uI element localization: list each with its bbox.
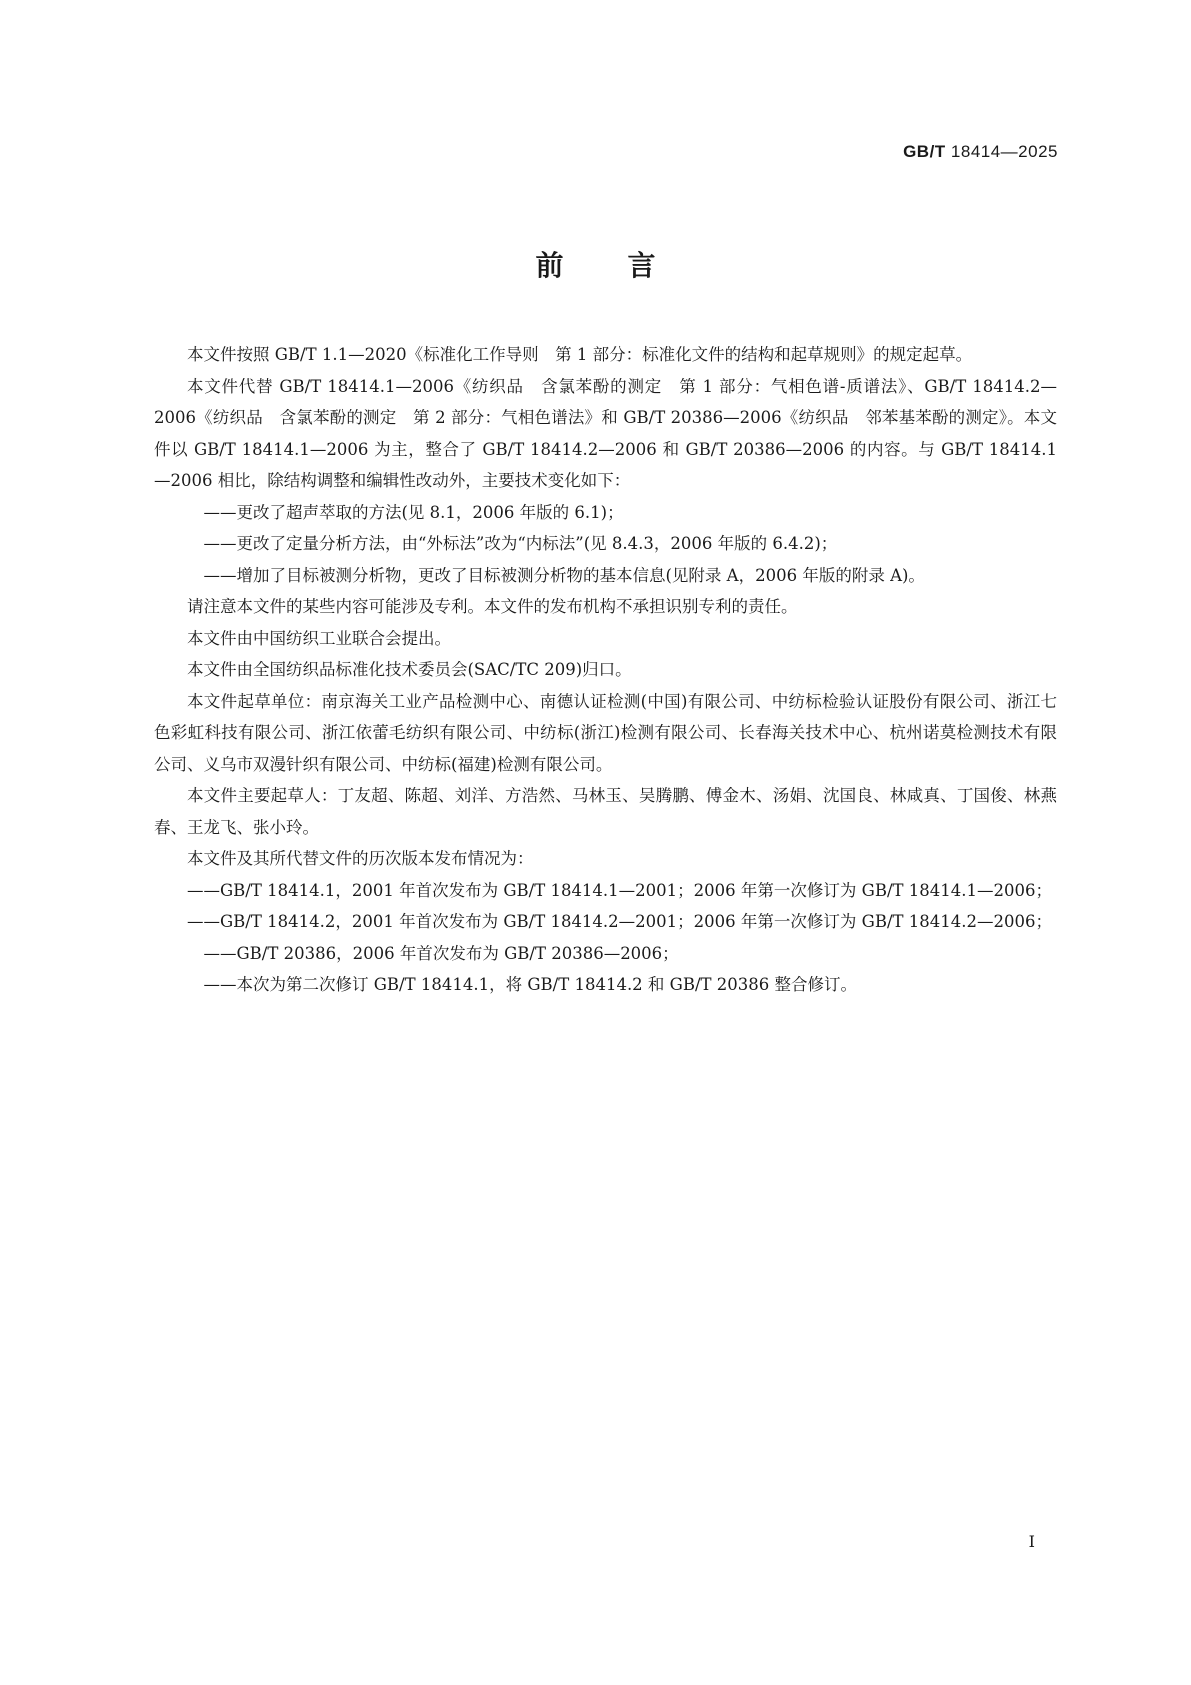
change-item: ——增加了目标被测分析物，更改了目标被测分析物的基本信息(见附录 A，2006 年版的附录 A)。 [203, 565, 925, 585]
standard-prefix: GB/T [903, 142, 946, 161]
paragraph-replacement: 本文件代替 GB/T 18414.1—2006《纺织品 含氯苯酚的测定 第 1 部分：气相色谱-质谱法》、GB/T 18414.2—2006《纺织品 含氯苯酚的测定 第 2 部分：气相色谱法》和 GB/T 20386—2006《纺织品 邻苯基苯酚的测定》。本文件以 GB/T 18414.1—2006 为主，整合了 GB/T 18414.2—2006 和 GB/T 20386—2006 的内容。与 GB/T 18414.1—2006 相比，除结构调整和编辑性改动外，主要技术变化如下： [154, 376, 1057, 490]
change-item: ——更改了超声萃取的方法(见 8.1，2006 年版的 6.1)； [203, 502, 624, 522]
paragraph-proposer: 本文件由中国纺织工业联合会提出。 [187, 628, 451, 648]
paragraph-patent-notice: 请注意本文件的某些内容可能涉及专利。本文件的发布机构不承担识别专利的责任。 [187, 597, 798, 616]
page-number: I [1028, 1532, 1035, 1551]
paragraph-committee: 本文件由全国纺织品标准化技术委员会(SAC/TC 209)归口。 [187, 660, 632, 679]
foreword-body [154, 339, 1057, 1001]
standard-number-header [903, 142, 1058, 162]
history-item: ——GB/T 18414.1，2001 年首次发布为 GB/T 18414.1—2001；2006 年第一次修订为 GB/T 18414.1—2006； [187, 880, 1052, 900]
paragraph-history-intro: 本文件及其所代替文件的历次版本发布情况为： [187, 849, 534, 868]
history-item: ——本次为第二次修订 GB/T 18414.1，将 GB/T 18414.2 和 GB/T 20386 整合修订。 [203, 975, 858, 994]
history-item: ——GB/T 20386，2006 年首次发布为 GB/T 20386—2006； [203, 943, 679, 963]
paragraph-drafting-units: 本文件起草单位：南京海关工业产品检测中心、南德认证检测(中国)有限公司、中纺标检验认证股份有限公司、浙江七色彩虹科技有限公司、浙江依蕾毛纺织有限公司、中纺标(浙江)检测有限公司、长春海关技术中心、杭州诺莫检测技术有限公司、义乌市双漫针织有限公司、中纺标(福建)检测有限公司。 [154, 691, 1057, 774]
standard-number: 18414—2025 [950, 142, 1058, 161]
paragraph-drafting-basis: 本文件按照 GB/T 1.1—2020《标准化工作导则 第 1 部分：标准化文件的结构和起草规则》的规定起草。 [187, 345, 973, 364]
paragraph-drafters: 本文件主要起草人：丁友超、陈超、刘洋、方浩然、马林玉、吴腾鹏、傅金木、汤娟、沈国良、林咸真、丁国俊、林燕春、王龙飞、张小玲。 [154, 786, 1057, 837]
change-item: ——更改了定量分析方法，由“外标法”改为“内标法”(见 8.4.3，2006 年版的 6.4.2)； [203, 534, 838, 553]
page-title: 前言 [535, 249, 720, 282]
history-item: ——GB/T 18414.2，2001 年首次发布为 GB/T 18414.2—2001；2006 年第一次修订为 GB/T 18414.2—2006； [187, 912, 1052, 931]
